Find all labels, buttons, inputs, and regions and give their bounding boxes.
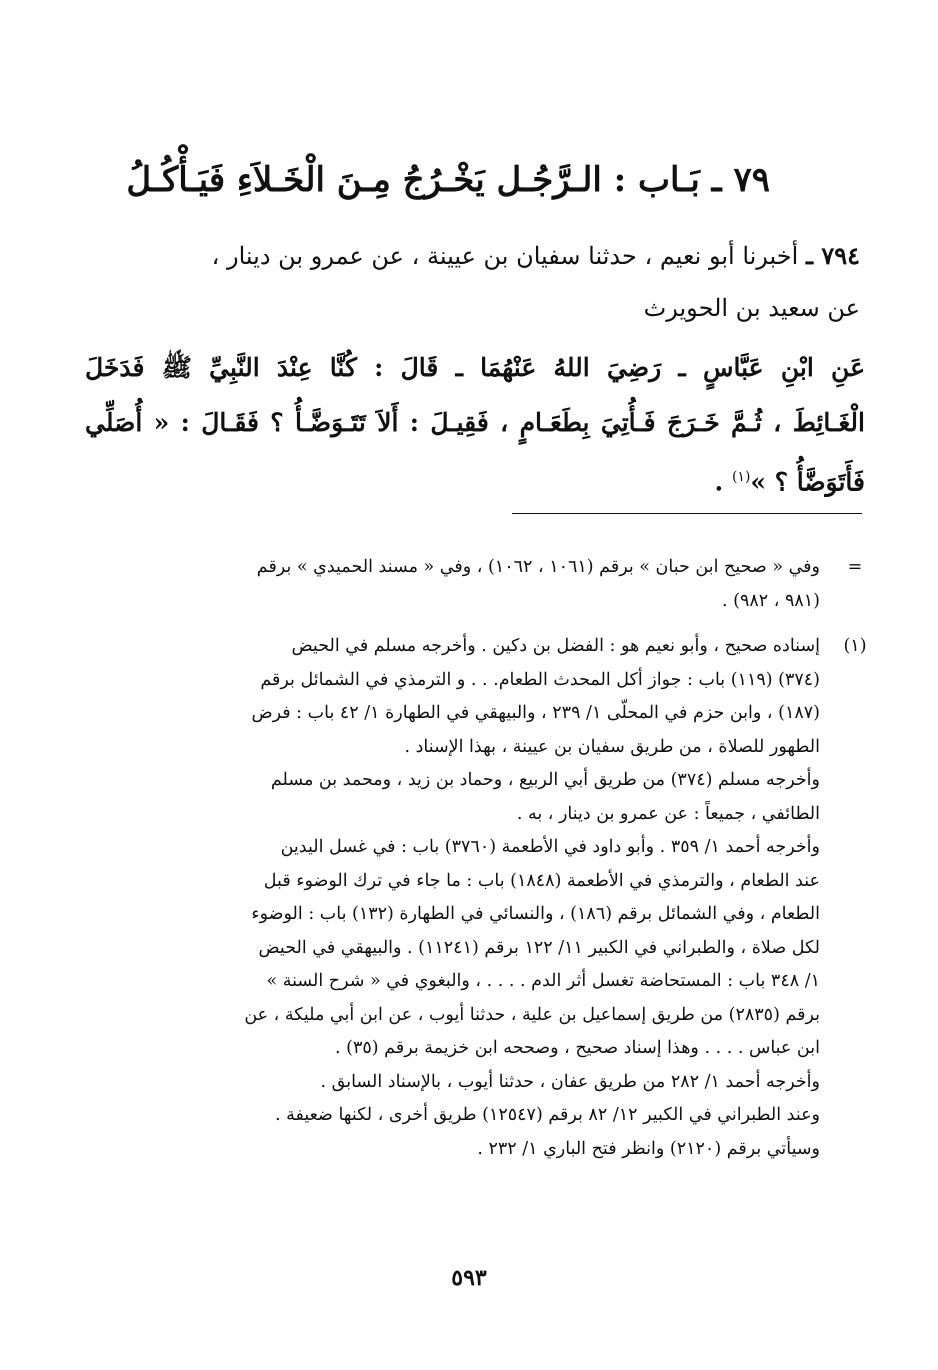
- matn-end: .: [714, 467, 732, 497]
- footnote-marker: =: [847, 557, 863, 577]
- footnote-line: (٩٨١ ، ٩٨٢) .: [722, 590, 820, 611]
- footnote-line: وسيأتي برقم (٢١٢٠) وانظر فتح الباري ١/ ٢٣٢ .: [477, 1138, 820, 1159]
- footnote-line: وعند الطبراني في الكبير ١٢/ ٨٢ برقم (١٢٥٤٧) طريق أخرى ، لكنها ضعيفة .: [274, 1105, 820, 1125]
- footnote-line: وفي « صحيح ابن حبان » برقم (١٠٦١ ، ١٠٦٢) ، وفي « مسند الحميدي » برقم: [256, 557, 820, 577]
- footnote-line: وأخرجه أحمد ١/ ٢٨٢ من طريق عفان ، حدثنا أيوب ، بالإسناد السابق .: [320, 1071, 820, 1092]
- matn-line-3: [85, 450, 865, 509]
- footnote-line: وأخرجه أحمد ١/ ٣٥٩ . وأبو داود في الأطعمة (٣٧٦٠) باب : في غسل اليدين: [280, 837, 820, 857]
- footnote-line: الطائفي ، جميعاً : عن عمرو بن دينار ، به .: [516, 803, 820, 824]
- matn-line-2: الْغَـائِطَ ، ثُـمَّ خَـرَجَ فَـأُتِيَ بِطَعَـامٍ ، فَقِيـلَ : أَلاَ تَتَـوَضَّـأُ ؟ فَقَـالَ : « أُصَلِّي: [85, 408, 865, 437]
- footnote-line: إسناده صحيح ، وأبو نعيم هو : الفضل بن دكين . وأخرجه مسلم في الحيض: [291, 636, 820, 656]
- hadith-isnad: [90, 230, 860, 282]
- hadith-number: ٧٩٤ ـ: [805, 241, 860, 270]
- footnote-1: [85, 630, 875, 1166]
- footnote-line: عند الطعام ، والترمذي في الأطعمة (١٨٤٨) باب : ما جاء في ترك الوضوء قبل: [263, 870, 820, 891]
- page-number: ٥٩٣: [451, 1265, 487, 1291]
- footnote-line: ابن عباس . . . . وهذا إسناد صحيح ، وصححه ابن خزيمة برقم (٣٥) .: [335, 1038, 820, 1058]
- footnote-line: ١/ ٣٤٨ باب : المستحاضة تغسل أثر الدم . . . . ، والبغوي في « شرح السنة »: [266, 971, 820, 991]
- matn-line-1: عَنِ ابْنِ عَبَّاسٍ ـ رَضِيَ اللهُ عَنْهُمَا ـ قَالَ : كُنَّا عِنْدَ النَّبِيِّ ﷺ فَدَخَلَ: [85, 353, 865, 382]
- isnad-line-2: عن سعيد بن الحويرث: [643, 294, 860, 322]
- footnote-line: الطهور للصلاة ، من طريق سفيان بن عيينة ، بهذا الإسناد .: [404, 736, 820, 757]
- footnote-line: وأخرجه مسلم (٣٧٤) من طريق أبي الربيع ، وحماد بن زيد ، ومحمد بن مسلم: [270, 770, 820, 790]
- footnote-line: (١٨٧) ، وابن حزم في المحلّى ١/ ٢٣٩ ، والبيهقي في الطهارة ١/ ٤٢ باب : فرض: [251, 703, 820, 723]
- footnote-marker: (١): [843, 636, 867, 656]
- footnote-body: [85, 630, 820, 1166]
- footnote-line: الطعام ، وفي الشمائل برقم (١٨٦) ، والنسائي في الطهارة (١٣٢) باب : الوضوء: [251, 904, 820, 924]
- isnad-line-1: أخبرنا أبو نعيم ، حدثنا سفيان بن عيينة ، عن عمرو بن دينار ،: [211, 242, 799, 270]
- footnote-separator: [512, 513, 862, 514]
- hadith-matn: [85, 340, 865, 509]
- footnote-line: برقم (٢٨٣٥) من طريق إسماعيل بن علية ، حدثنا أيوب ، عن ابن أبي مليكة ، عن: [244, 1004, 820, 1025]
- footnote-line: (٣٧٤) (١١٩) باب : جواز أكل المحدث الطعام. . . و الترمذي في الشمائل برقم: [260, 669, 820, 690]
- chapter-title: ٧٩ ـ بَـاب : الـرَّجُـل يَخْـرُجُ مِـنَ الْخَـلاَءِ فَيَـأْكُـلُ: [126, 160, 770, 200]
- footnote-body: [85, 551, 820, 618]
- matn-line-3-text: فَأَتَوَضَّأُ ؟ »: [750, 467, 865, 497]
- footnote-continued: [85, 551, 875, 618]
- footnote-ref: (١): [731, 469, 751, 485]
- footnote-line: لكل صلاة ، والطبراني في الكبير ١١/ ١٢٢ برقم (١١٢٤١) . والبيهقي في الحيض: [258, 937, 820, 958]
